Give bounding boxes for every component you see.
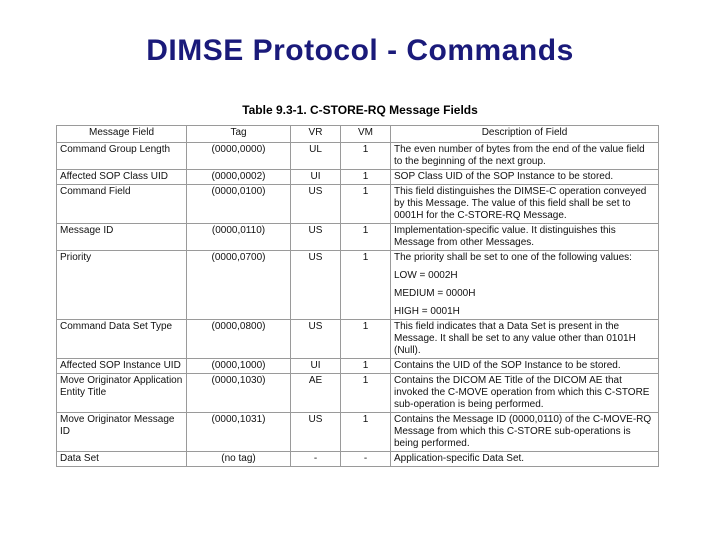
cell-vm: - <box>341 452 391 467</box>
cell-vr: - <box>291 452 341 467</box>
cell-vm: 1 <box>341 143 391 170</box>
cell-tag: (no tag) <box>187 452 291 467</box>
description-line: MEDIUM = 0000H <box>394 288 476 299</box>
cell-tag: (0000,1030) <box>187 374 291 413</box>
cell-message-field: Data Set <box>57 452 187 467</box>
cell-message-field: Move Originator Message ID <box>57 413 187 452</box>
cell-message-field: Priority <box>57 251 187 320</box>
cell-vm: 1 <box>341 413 391 452</box>
cell-tag: (0000,1031) <box>187 413 291 452</box>
header-message-field: Message Field <box>57 126 187 143</box>
table-row <box>57 320 659 359</box>
description-line: This field indicates that a Data Set is present in the Message. It shall be set to any value other than 0101H (Null). <box>394 321 636 356</box>
table-row <box>57 224 659 251</box>
cell-vr: US <box>291 224 341 251</box>
cell-tag: (0000,1000) <box>187 359 291 374</box>
header-description: Description of Field <box>391 126 659 143</box>
cell-description <box>391 251 659 320</box>
header-vr: VR <box>291 126 341 143</box>
message-fields-table <box>56 125 659 467</box>
table-row <box>57 185 659 224</box>
cell-vr: UL <box>291 143 341 170</box>
cell-description <box>391 413 659 452</box>
cell-message-field: Command Group Length <box>57 143 187 170</box>
slide-title: DIMSE Protocol - Commands <box>146 34 574 67</box>
cell-message-field: Affected SOP Instance UID <box>57 359 187 374</box>
cell-vm: 1 <box>341 320 391 359</box>
table-row <box>57 452 659 467</box>
table-row <box>57 359 659 374</box>
cell-vr: US <box>291 320 341 359</box>
cell-vr: US <box>291 185 341 224</box>
cell-description <box>391 185 659 224</box>
description-line: The even number of bytes from the end of the value field to the beginning of the next group. <box>394 144 645 167</box>
cell-description <box>391 374 659 413</box>
cell-vm: 1 <box>341 374 391 413</box>
cell-message-field: Affected SOP Class UID <box>57 170 187 185</box>
cell-vr: UI <box>291 359 341 374</box>
cell-tag: (0000,0700) <box>187 251 291 320</box>
description-line: HIGH = 0001H <box>394 306 460 317</box>
table-row <box>57 170 659 185</box>
cell-vm: 1 <box>341 251 391 320</box>
table-row <box>57 143 659 170</box>
cell-vm: 1 <box>341 359 391 374</box>
cell-message-field: Move Originator Application Entity Title <box>57 374 187 413</box>
cell-tag: (0000,0110) <box>187 224 291 251</box>
description-line: Contains the Message ID (0000,0110) of the C-MOVE-RQ Message from which this C-STORE sub-operations is being performed. <box>394 414 652 449</box>
cell-description <box>391 170 659 185</box>
cell-vr: UI <box>291 170 341 185</box>
table-row <box>57 251 659 320</box>
table-header-row <box>57 126 659 143</box>
cell-message-field: Message ID <box>57 224 187 251</box>
table-caption: Table 9.3-1. C-STORE-RQ Message Fields <box>242 103 478 117</box>
cell-tag: (0000,0002) <box>187 170 291 185</box>
header-tag: Tag <box>187 126 291 143</box>
cell-description <box>391 359 659 374</box>
cell-message-field: Command Data Set Type <box>57 320 187 359</box>
description-line: Contains the UID of the SOP Instance to be stored. <box>394 360 621 371</box>
cell-message-field: Command Field <box>57 185 187 224</box>
description-line: SOP Class UID of the SOP Instance to be stored. <box>394 171 614 182</box>
description-line: The priority shall be set to one of the following values: <box>394 252 632 263</box>
cell-vr: US <box>291 251 341 320</box>
cell-description <box>391 143 659 170</box>
cell-vm: 1 <box>341 224 391 251</box>
cell-tag: (0000,0000) <box>187 143 291 170</box>
cell-vm: 1 <box>341 170 391 185</box>
description-line: Implementation-specific value. It distinguishes this Message from other Messages. <box>394 225 616 248</box>
description-line: LOW = 0002H <box>394 270 458 281</box>
description-line: This field distinguishes the DIMSE-C operation conveyed by this Message. The value of this field shall be set to 0001H for the C-STORE-RQ Message. <box>394 186 647 221</box>
cell-description <box>391 452 659 467</box>
cell-vr: AE <box>291 374 341 413</box>
table-row <box>57 413 659 452</box>
cell-tag: (0000,0800) <box>187 320 291 359</box>
cell-tag: (0000,0100) <box>187 185 291 224</box>
table-row <box>57 374 659 413</box>
description-line: Application-specific Data Set. <box>394 453 525 464</box>
header-vm: VM <box>341 126 391 143</box>
cell-vr: US <box>291 413 341 452</box>
cell-description <box>391 320 659 359</box>
description-line: Contains the DICOM AE Title of the DICOM AE that invoked the C-MOVE operation from which this C-STORE sub-operation is being performed. <box>394 375 650 410</box>
cell-vm: 1 <box>341 185 391 224</box>
cell-description <box>391 224 659 251</box>
